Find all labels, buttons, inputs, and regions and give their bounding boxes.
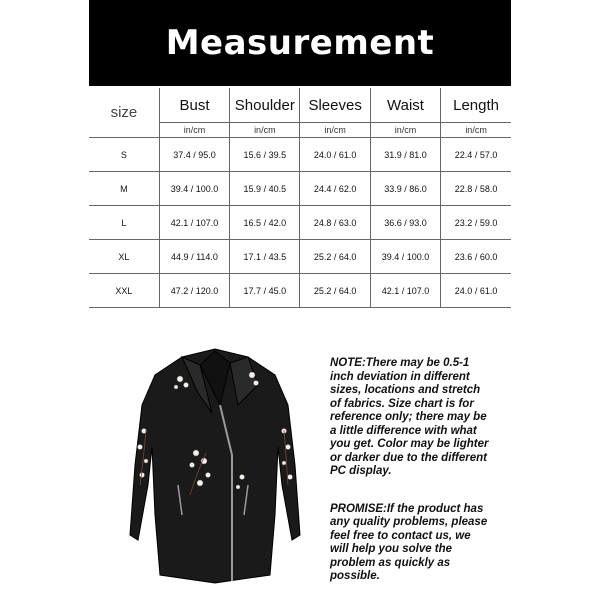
table-cell: 23.6 / 60.0 xyxy=(441,240,511,274)
table-cell: 22.4 / 57.0 xyxy=(441,138,511,172)
unit-label: in/cm xyxy=(441,123,511,138)
header-row xyxy=(89,88,511,123)
title-banner xyxy=(89,0,511,86)
table-cell: 24.8 / 63.0 xyxy=(300,206,370,240)
table-cell: 31.9 / 81.0 xyxy=(370,138,440,172)
unit-label: in/cm xyxy=(370,123,440,138)
unit-label: in/cm xyxy=(159,123,229,138)
jacket-image xyxy=(120,335,310,585)
table-cell: 25.2 / 64.0 xyxy=(300,240,370,274)
table-cell: 42.1 / 107.0 xyxy=(159,206,229,240)
table-cell: 17.7 / 45.0 xyxy=(230,274,300,308)
table-row xyxy=(89,206,511,240)
table-row xyxy=(89,138,511,172)
row-size-label: XXL xyxy=(89,274,159,308)
note-text: NOTE:There may be 0.5-1 inch deviation in different sizes, locations and stretch of fabrics. Size chart is for reference only; there may be a little difference with what you get. Color may be lighter or darker due to the different PC display. xyxy=(330,357,489,477)
table-cell: 24.0 / 61.0 xyxy=(441,274,511,308)
promise-text: PROMISE:If the product has any quality problems, please feel free to contact us, we will help you solve the problem as quickly as possible. xyxy=(330,502,488,582)
table-cell: 15.6 / 39.5 xyxy=(230,138,300,172)
column-header-waist: Waist xyxy=(370,88,440,123)
table-cell: 23.2 / 59.0 xyxy=(441,206,511,240)
table-cell: 44.9 / 114.0 xyxy=(159,240,229,274)
table-cell: 25.2 / 64.0 xyxy=(300,274,370,308)
row-size-label: XL xyxy=(89,240,159,274)
column-header-sleeves: Sleeves xyxy=(300,88,370,123)
notes-panel xyxy=(330,357,490,608)
size-chart-table xyxy=(89,88,511,308)
table-cell: 47.2 / 120.0 xyxy=(159,274,229,308)
column-header-shoulder: Shoulder xyxy=(230,88,300,123)
table-cell: 37.4 / 95.0 xyxy=(159,138,229,172)
table-cell: 33.9 / 86.0 xyxy=(370,172,440,206)
size-column-header: size xyxy=(89,88,159,138)
table-cell: 24.0 / 61.0 xyxy=(300,138,370,172)
table-cell: 16.5 / 42.0 xyxy=(230,206,300,240)
row-size-label: S xyxy=(89,138,159,172)
unit-label: in/cm xyxy=(300,123,370,138)
table-row xyxy=(89,274,511,308)
table-cell: 39.4 / 100.0 xyxy=(159,172,229,206)
column-header-length: Length xyxy=(441,88,511,123)
column-header-bust: Bust xyxy=(159,88,229,123)
table-row xyxy=(89,240,511,274)
table-row xyxy=(89,172,511,206)
row-size-label: L xyxy=(89,206,159,240)
table-cell: 39.4 / 100.0 xyxy=(370,240,440,274)
table-cell: 42.1 / 107.0 xyxy=(370,274,440,308)
row-size-label: M xyxy=(89,172,159,206)
table-cell: 24.4 / 62.0 xyxy=(300,172,370,206)
unit-label: in/cm xyxy=(230,123,300,138)
table-cell: 15.9 / 40.5 xyxy=(230,172,300,206)
table-cell: 36.6 / 93.0 xyxy=(370,206,440,240)
table-cell: 22.8 / 58.0 xyxy=(441,172,511,206)
table-cell: 17.1 / 43.5 xyxy=(230,240,300,274)
page-title: Measurement xyxy=(165,23,435,63)
